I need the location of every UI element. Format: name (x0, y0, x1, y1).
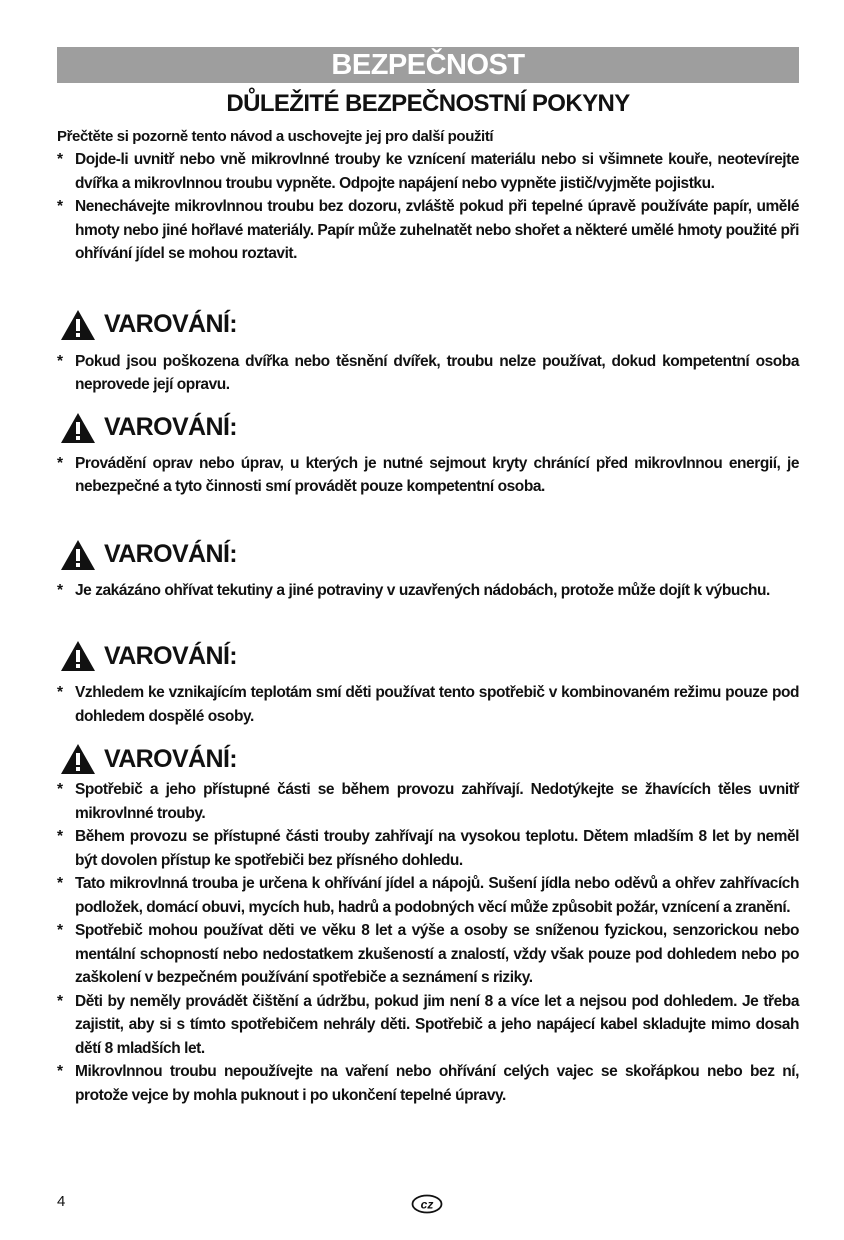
warning-triangle-icon (60, 539, 96, 571)
item-text: Mikrovlnnou troubu nepoužívejte na vaření nebo ohřívání celých vajec se skořápkou nebo bez ní, protože vejce by mohla puknout i po ukončení tepelné úpravy. (75, 1063, 799, 1104)
bullet: * (57, 581, 63, 599)
page-subtitle: DŮLEŽITÉ BEZPEČNOSTNÍ POKYNY (226, 90, 630, 117)
list-item (57, 825, 799, 872)
bullet: * (57, 828, 63, 845)
warning4-list (57, 681, 799, 728)
warning-heading (60, 741, 799, 777)
list-item (57, 195, 799, 266)
item-text: Vzhledem ke vznikajícím teplotám smí děti používat tento spotřebič v kombinovaném režimu pouze pod dohledem dospělé osoby. (75, 684, 799, 725)
bullet: * (57, 992, 63, 1010)
item-text: Dojde-li uvnitř nebo vně mikrovlnné trouby ke vznícení materiálu nebo si všimnete kouře, neotevírejte dvířka a mikrovlnnou troubu vypněte. Odpojte napájení nebo vypněte jistič/vyjměte pojistku. (75, 151, 799, 192)
bullet: * (57, 454, 63, 472)
warning-label: VAROVÁNÍ: (104, 744, 238, 773)
bullet: * (57, 198, 63, 215)
warning-label: VAROVÁNÍ: (104, 540, 238, 568)
warning1-list (57, 350, 799, 397)
item-text: Spotřebič a jeho přístupné části se během provozu zahřívají. Nedotýkejte se žhavících těles uvnitř mikrovlnné trouby. (75, 781, 799, 822)
warning-heading (60, 307, 799, 343)
bullet: * (57, 781, 63, 798)
warning-triangle-icon (60, 640, 96, 672)
language-badge-text: cz (420, 1197, 434, 1212)
warning-heading (60, 638, 799, 674)
warning-triangle-icon (60, 309, 96, 341)
item-text: Nenechávejte mikrovlnnou troubu bez dozoru, zvláště pokud při tepelné úpravě používáte papír, umělé hmoty nebo jiné hořlavé materiály. Papír může zuhelnatět nebo shořet a některé umělé hmoty použité při ohřívání jídel se mohou roztavit. (75, 198, 799, 262)
content (57, 125, 799, 1107)
item-text: Tato mikrovlnná trouba je určena k ohřívání jídel a nápojů. Sušení jídla nebo oděvů a ohřev zahřívacích podložek, domácí obuvi, mycích hub, hadrů a podobných věcí může způsobit požár, vznícení a zranění. (75, 875, 799, 916)
bullet: * (57, 875, 63, 892)
list-item (57, 350, 799, 397)
item-text: Pokud jsou poškozena dvířka nebo těsnění dvířek, troubu nelze používat, dokud kompetentní osoba neprovede její opravu. (75, 352, 799, 393)
warning-triangle-icon (60, 743, 96, 775)
page-number: 4 (57, 1193, 66, 1210)
warning5-list (57, 778, 799, 1107)
warning-heading (60, 537, 799, 573)
item-text: Je zakázáno ohřívat tekutiny a jiné potraviny v uzavřených nádobách, protože může dojít k výbuchu. (75, 581, 770, 599)
general-list (57, 148, 799, 266)
item-text: Děti by neměly provádět čištění a údržbu, pokud jim není 8 a více let a nejsou pod dohledem. Je třeba zajistit, aby si s tímto spotřebičem nehrály děti. Spotřebič a jeho napájecí kabel skladujte mimo dosah dětí 8 mladších let. (75, 992, 799, 1057)
warning-label: VAROVÁNÍ: (104, 641, 238, 670)
warning3-list (57, 579, 799, 603)
bullet: * (57, 1063, 63, 1080)
list-item (57, 1060, 799, 1107)
bullet: * (57, 684, 63, 701)
list-item (57, 579, 799, 603)
item-text: Provádění oprav nebo úprav, u kterých je nutné sejmout kryty chránící před mikrovlnnou energií, je nebezpečné a tyto činnosti smí provádět pouze kompetentní osoba. (75, 454, 799, 495)
list-item (57, 778, 799, 825)
item-text: Během provozu se přístupné části trouby zahřívají na vysokou teplotu. Dětem mladším 8 let by neměl být dovolen přístup ke spotřebiči bez přísného dohledu. (75, 828, 799, 869)
section-title: BEZPEČNOST (331, 48, 525, 81)
list-item (57, 148, 799, 195)
warning-label: VAROVÁNÍ: (104, 310, 238, 338)
cz-language-logo (411, 1194, 443, 1214)
list-item (57, 872, 799, 919)
list-item (57, 452, 799, 499)
bullet: * (57, 352, 63, 370)
warning-label: VAROVÁNÍ: (104, 413, 238, 441)
warning-triangle-icon (60, 412, 96, 444)
list-item (57, 681, 799, 728)
bullet: * (57, 151, 63, 168)
bullet: * (57, 922, 63, 939)
warning2-list (57, 452, 799, 499)
section-header-bar (57, 47, 799, 83)
warning-heading (60, 410, 799, 446)
list-item (57, 919, 799, 990)
item-text: Spotřebič mohou používat děti ve věku 8 let a výše a osoby se sníženou fyzickou, senzorickou nebo mentální schopností nebo nedostatkem zkušeností a znalostí, vždy však pouze pod dohledem nebo po zaškolení v bezpečném používání spotřebiče a seznámení s riziky. (75, 922, 799, 986)
list-item (57, 990, 799, 1061)
intro-text: Přečtěte si pozorně tento návod a uschovejte jej pro další použití (57, 128, 494, 145)
